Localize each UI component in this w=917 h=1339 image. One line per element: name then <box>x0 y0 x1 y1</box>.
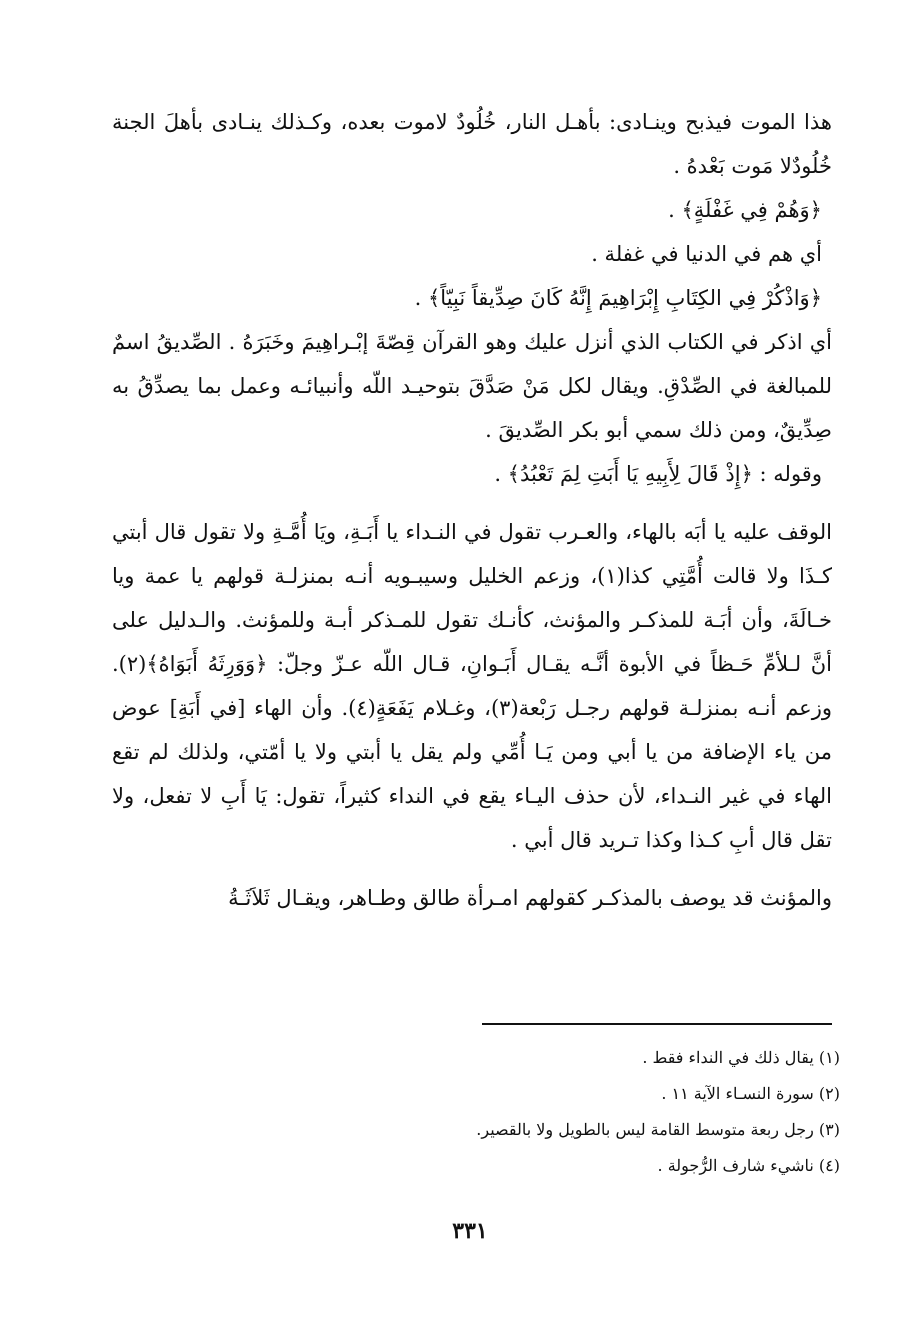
text-line: يقع في النداء كثيراً، تقول: يَا أَبِ لا تفعل، ولا تقل قال أبِ كـذا وكذا تـريد <box>112 784 832 852</box>
text-line: وللمؤنث. والـدليل على أنَّ لـلأمِّ حَـظاً في الأبوة أنَّـه يقـال أَبَـوانِ، قـال اللّه <box>112 608 832 676</box>
verse-line-2: ﴿وَاذْكُرْ فِي الكِتَابِ إِبْرَاهِيمَ إِنَّهُ كَانَ صِدِّيقاً نَبِيّاً﴾ . <box>414 286 822 310</box>
footnote-3: (٣) رجل ربعة متوسط القامة ليس بالطويل ولا بالقصير. <box>476 1120 840 1139</box>
text-line: بأهلَ الجنة خُلُودٌلا مَوت بَعْدهُ . <box>112 110 832 178</box>
text-line: الصِّديقُ اسمٌ للمبالغة في الصِّدْقِ. ويقال لكل مَنْ صَدَّقَ بتوحيـد اللّه وأنبيائـه <box>112 330 832 398</box>
footnote-4: (٤) ناشيء شارف الرُّجولة . <box>657 1156 840 1175</box>
text-line: قولهم يا عمة ويا خـالَةَ، وأن أبَـة للمذكـر والمؤنث، كأنـك تقول للمـذكر أبـة <box>112 564 832 632</box>
text-line: هذا الموت فيذبح وينـادى: بأهـل النار، خُلُودٌ لاموت بعده، وكـذلك ينـادى <box>211 110 832 134</box>
footnote-divider <box>482 1023 832 1025</box>
paragraph-4: والمؤنث قد يوصف بالمذكـر كقولهم امـرأة طالق وطـاهر، ويقـال ثَلاَثَـةُ <box>228 886 832 910</box>
paragraph-1 <box>112 100 832 188</box>
paragraph-2 <box>112 320 832 452</box>
verse-line-1: ﴿وَهُمْ فِي غَفْلَةٍ﴾ . <box>668 198 822 222</box>
main-text <box>112 100 832 920</box>
verse-line-3: وقوله : ﴿إِذْ قَالَ لِأَبِيهِ يَا أَبَتِ لِمَ تَعْبُدُ﴾ . <box>494 462 822 486</box>
text-line: وعمل بما يصدِّقُ به صِدِّيقٌ، ومن ذلك سمي أبو بكر الصِّديقَ . <box>112 374 832 442</box>
text-line: أي اذكر في الكتاب الذي أنزل عليك وهو القرآن قِصّةَ إبْـراهِيمَ وخَبَرَهُ . <box>228 330 832 354</box>
text-line: قال أبي . <box>510 828 592 852</box>
page-number: ٣٣١ <box>452 1218 488 1244</box>
text-line: يقل يا أبتي ولا يا أمّتي، ولذلك لم تقع الهاء في غير النـداء، لأن حذف اليـاء <box>112 740 832 808</box>
footnote-1: (١) يقال ذلك في النداء فقط . <box>642 1048 840 1067</box>
text-line: تقول قال أبتي كـذَا ولا قالت أُمَّتِي كذا(١)، وزعم الخليل وسيبـويه أنـه بمنزلـة <box>112 520 832 588</box>
text-line: عـزّ وجلّ: ﴿وَوَرِثَهُ أَبَوَاهُ﴾(٢). وزعم أنـه بمنزلـة قولهم رجـل رَبْعة(٣)، وغـلام <box>112 652 832 720</box>
footnotes <box>400 1040 840 1184</box>
text-line: يَفَعَةٍ(٤). وأن الهاء [في أَبَةِ] عوض من ياء الإضافة من يا أبي ومن يَـا أُمِّي ولم <box>112 696 832 764</box>
verse-explanation: أي هم في الدنيا في غفلة . <box>591 242 822 266</box>
paragraph-3 <box>112 510 832 862</box>
text-line: الوقف عليه يا أبَه بالهاء، والعـرب تقول في النـداء يا أَبَـةِ، ويَا أُمَّـةِ ولا <box>243 520 832 544</box>
footnote-2: (٢) سورة النسـاء الآية ١١ . <box>661 1084 840 1103</box>
